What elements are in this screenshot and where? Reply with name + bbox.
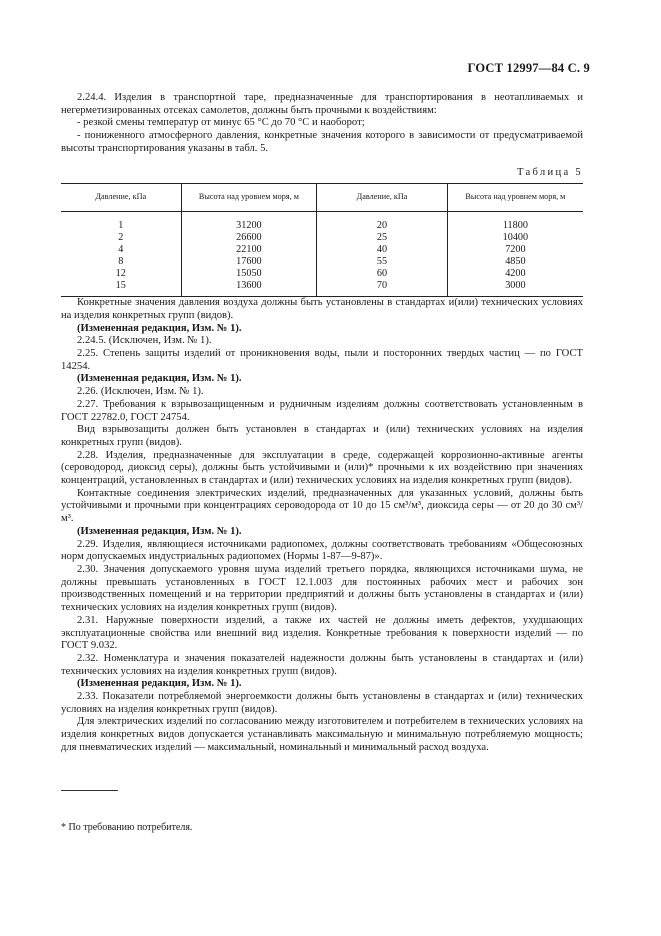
- table-cell: 31200: [181, 212, 317, 233]
- table-cell: 55: [317, 256, 448, 268]
- paragraph-pressure-values: Конкретные значения давления воздуха должны быть установлены в стандартах и(или) технических условиях на изделия конкретных групп (видов).: [61, 297, 583, 321]
- paragraph-contact-connections: Контактные соединения электрических изделий, предназначенных для указанных условий, должны быть устойчивыми и прочными при концентрациях сероводорода от 10 до 15 см³/м³, диоксида серы — от 20 до 30 см³/м³.: [61, 487, 583, 525]
- table-cell: 25: [317, 232, 448, 244]
- paragraph-power-consumption: Для электрических изделий по согласованию между изготовителем и потребителем в технических условиях на изделия конкретных видов допускается устанавливать максимальную и минимальную потребляемую мощность; для пневматических изделий — максимальный, номинальный и минимальный расход воздуха.: [61, 716, 583, 753]
- table-row: [61, 212, 583, 233]
- table-cell: 10400: [447, 232, 583, 244]
- table-cell: 15: [61, 280, 181, 297]
- footnote: * По требованию потребителя.: [61, 822, 193, 833]
- list-item-pressure: - пониженного атмосферного давления, конкретные значения которого в зависимости от предусматриваемой высоты транспортирования указаны в табл. 5.: [61, 130, 583, 154]
- paragraph-explosion-protection: Вид взрывозащиты должен быть установлен в стандартах и (или) технических условиях на изделия конкретных групп (видов).: [61, 424, 583, 448]
- table-cell: 4200: [447, 268, 583, 280]
- table-cell: 4850: [447, 256, 583, 268]
- table-cell: 12: [115, 268, 126, 280]
- table-cell: 20: [317, 212, 448, 233]
- table-header-row: [61, 184, 583, 212]
- column-header: Высота над уровнем моря, м: [447, 184, 583, 212]
- paragraph-2-31: 2.31. Наружные поверхности изделий, а также их частей не должны иметь дефектов, ухудшающих эксплуатационные свойства или внешний вид изделия. Конкретные требования к поверхности изделий — по ГОСТ 9.032.: [61, 614, 583, 652]
- page-body: [61, 92, 583, 755]
- table-cell: 22100: [181, 244, 317, 256]
- paragraph-2-33: 2.33. Показатели потребляемой энергоемкости должны быть установлены в стандартах и (или) технических условиях на изделия конкретных групп (видов).: [61, 691, 583, 715]
- table-cell: 13600: [181, 280, 317, 297]
- pressure-altitude-table: [61, 183, 583, 297]
- table-cell: 2: [118, 232, 124, 244]
- table-cell: 60: [317, 268, 448, 280]
- table-row: [61, 244, 583, 256]
- amendment-note: (Измененная редакция, Изм. № 1).: [77, 525, 242, 537]
- table-cell: 70: [317, 280, 448, 297]
- list-item-temperature: - резкой смены температур от минус 65 °С до 70 °С и наоборот;: [77, 117, 365, 129]
- column-header: Высота над уровнем моря, м: [181, 184, 317, 212]
- paragraph-2-26: 2.26. (Исключен, Изм. № 1).: [77, 386, 204, 398]
- paragraph-2-28: 2.28. Изделия, предназначенные для эксплуатации в среде, содержащей коррозионно-активные агенты (сероводород, диоксид серы), должны быть устойчивыми и (или)* прочными к их воздействию при значениях концентраций, установленных в стандартах и (или) технических условиях на изделия конкретных групп (видов).: [61, 449, 583, 487]
- table-row: [61, 232, 583, 244]
- column-header: Давление, кПа: [61, 184, 181, 212]
- table-cell: 26600: [181, 232, 317, 244]
- table-row: [61, 256, 583, 268]
- paragraph-2-30: 2.30. Значения допускаемого уровня шума изделий третьего порядка, являющихся источниками шума, не должны превышать установленных в ГОСТ 12.1.003 для постоянных рабочих мест и рабочих зон производственных помещений и на территории предприятий и должны быть установлены в стандартах и (или) технических условиях на изделия конкретных групп (видов).: [61, 563, 583, 614]
- table-cell: 3000: [447, 280, 583, 297]
- paragraph-2-32: 2.32. Номенклатура и значения показателей надежности должны быть установлены в стандартах и (или) технических условиях на изделия конкретных групп (видов).: [61, 652, 583, 677]
- table-cell: 15050: [181, 268, 317, 280]
- table-cell: 40: [317, 244, 448, 256]
- page-header: ГОСТ 12997—84 С. 9: [467, 61, 590, 75]
- column-header: Давление, кПа: [317, 184, 448, 212]
- paragraph-2-24-4: 2.24.4. Изделия в транспортной таре, предназначенные для транспортирования в неотапливаемых и негерметизированных отсеках самолетов, должны быть прочными к воздействиям:: [61, 92, 583, 116]
- amendment-note: (Измененная редакция, Изм. № 1).: [77, 322, 242, 334]
- footnote-divider: [61, 790, 118, 791]
- table-cell: 1: [118, 220, 124, 232]
- table-cell: 8: [118, 256, 124, 268]
- table-caption: Таблица 5: [516, 166, 583, 178]
- paragraph-2-24-5: 2.24.5. (Исключен, Изм. № 1).: [77, 335, 212, 347]
- paragraph-2-25: 2.25. Степень защиты изделий от проникновения воды, пыли и посторонних твердых частиц — по ГОСТ 14254.: [61, 348, 583, 372]
- table-row: [61, 268, 583, 280]
- amendment-note: (Измененная редакция, Изм. № 1).: [77, 373, 242, 385]
- paragraph-2-29: 2.29. Изделия, являющиеся источниками радиопомех, должны соответствовать требованиям «Общесоюзных норм допускаемых индустриальных радиопомех (Нормы 1-87—9-87)».: [61, 538, 583, 563]
- table-cell: 11800: [447, 212, 583, 233]
- table-cell: 7200: [447, 244, 583, 256]
- paragraph-2-27: 2.27. Требования к взрывозащищенным и рудничным изделиям должны соответствовать установленным в ГОСТ 22782.0, ГОСТ 24754.: [61, 398, 583, 423]
- table-row: [61, 280, 583, 297]
- table-cell: 17600: [181, 256, 317, 268]
- amendment-note: (Измененная редакция, Изм. № 1).: [77, 678, 242, 690]
- table-cell: 4: [118, 244, 124, 256]
